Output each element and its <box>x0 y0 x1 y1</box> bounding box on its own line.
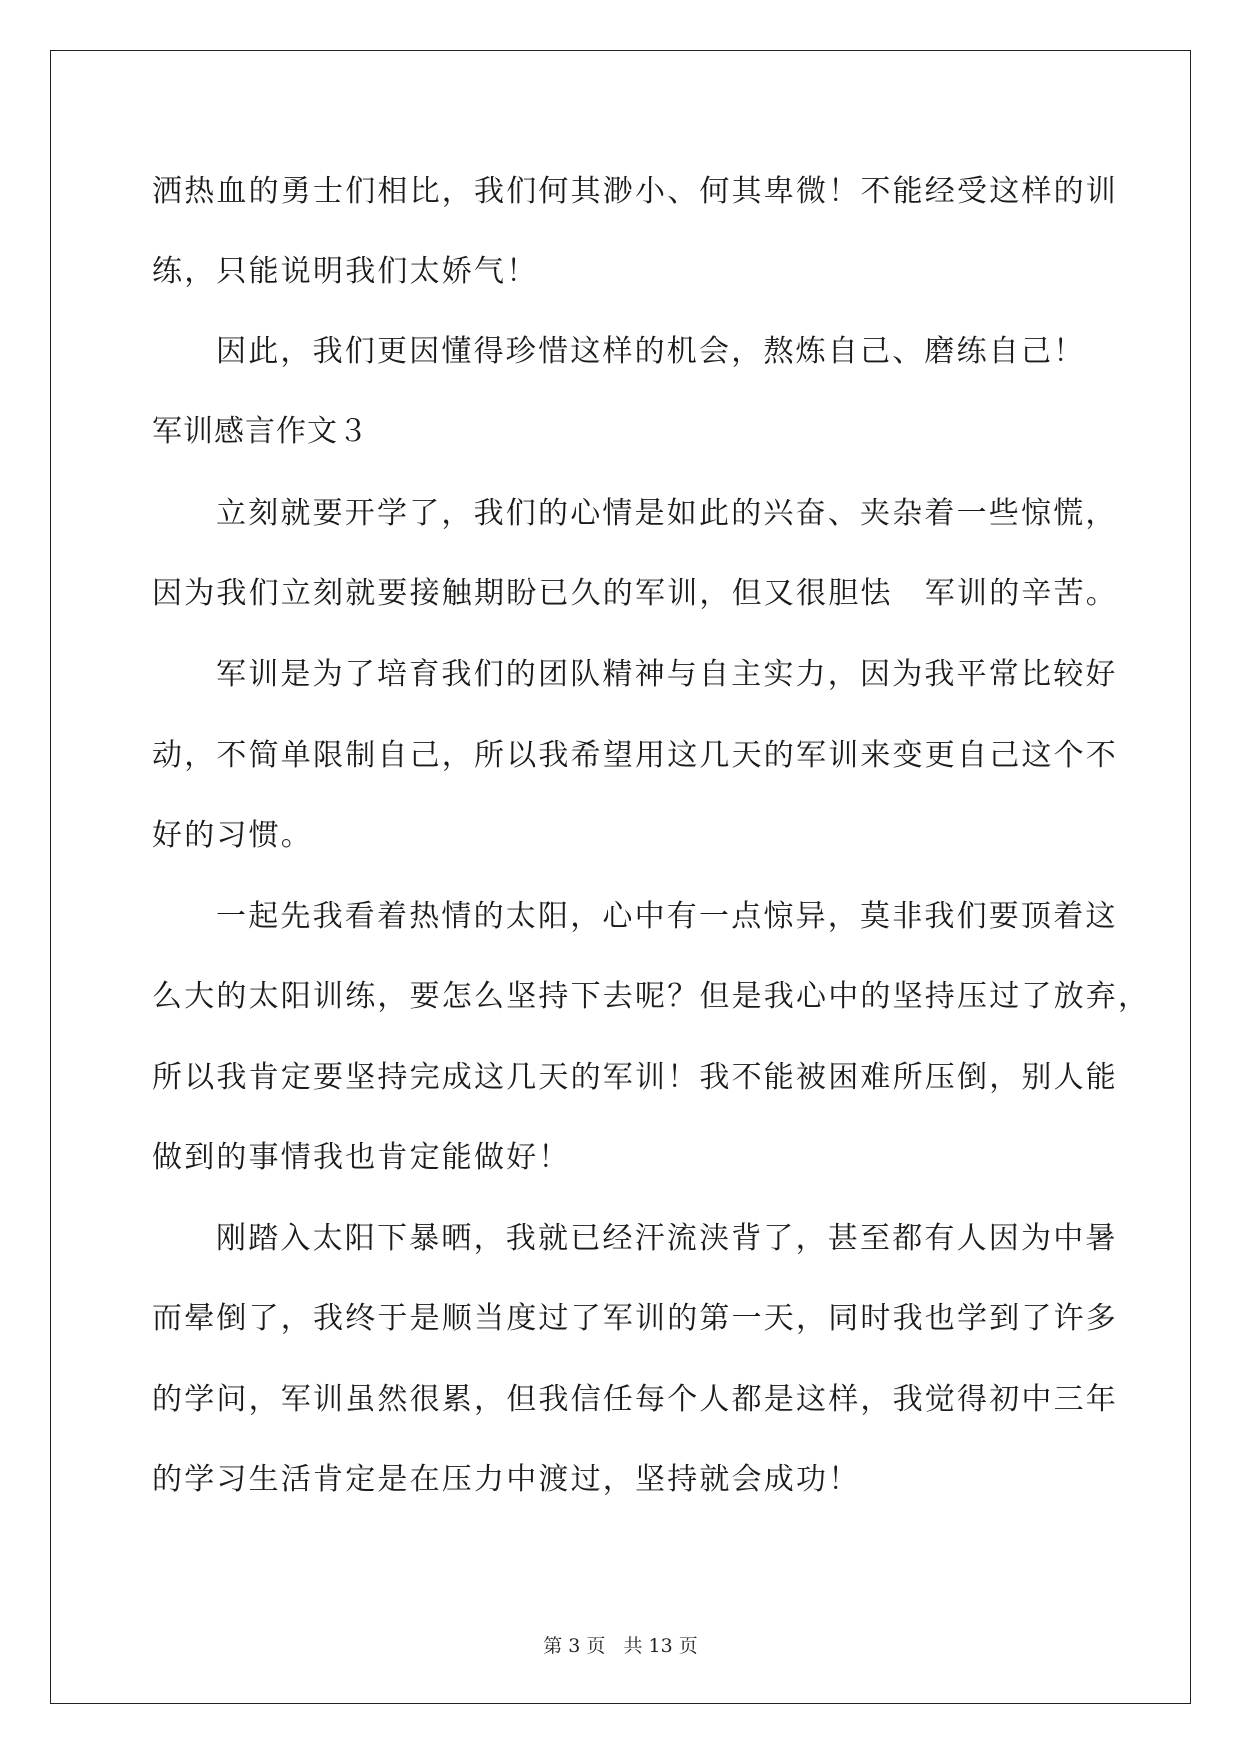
paragraph-line: 刚踏入太阳下暴晒，我就已经汗流浃背了，甚至都有人因为中暑 <box>216 1221 1118 1256</box>
paragraph-line: 所以我肯定要坚持完成这几天的军训！我不能被困难所压倒，别人能 <box>152 1060 1118 1095</box>
paragraph-line: 而晕倒了，我终于是顺当度过了军训的第一天，同时我也学到了许多 <box>152 1301 1118 1336</box>
paragraph-line: 因此，我们更因懂得珍惜这样的机会，熬炼自己、磨练自己！ <box>216 334 1086 369</box>
paragraph-line: 动，不简单限制自己，所以我希望用这几天的军训来变更自己这个不 <box>152 738 1118 773</box>
page-total: 共 13 页 <box>623 1635 698 1657</box>
paragraph-line: 么大的太阳训练，要怎么坚持下去呢？但是我心中的坚持压过了放弃， <box>152 979 1151 1014</box>
paragraph-line: 练，只能说明我们太娇气！ <box>152 254 539 289</box>
paragraph-line: 的学习生活肯定是在压力中渡过，坚持就会成功！ <box>152 1462 861 1497</box>
paragraph-line: 的学问，军训虽然很累，但我信任每个人都是这样，我觉得初中三年 <box>152 1382 1118 1417</box>
page-footer <box>0 1634 1241 1658</box>
section-heading: 军训感言作文３ <box>152 414 369 449</box>
paragraph-line: 做到的事情我也肯定能做好！ <box>152 1140 571 1175</box>
page-number: 第 3 页 <box>543 1635 606 1657</box>
page-border <box>50 50 1191 1704</box>
paragraph-line: 洒热血的勇士们相比，我们何其渺小、何其卑微！不能经受这样的训 <box>152 174 1118 209</box>
paragraph-line: 立刻就要开学了，我们的心情是如此的兴奋、夹杂着一些惊慌， <box>216 496 1118 531</box>
paragraph-line: 因为我们立刻就要接触期盼已久的军训，但又很胆怯 军训的辛苦。 <box>152 576 1118 611</box>
paragraph-line: 军训是为了培育我们的团队精神与自主实力，因为我平常比较好 <box>216 657 1118 692</box>
paragraph-line: 好的习惯。 <box>152 818 313 853</box>
paragraph-line: 一起先我看着热情的太阳，心中有一点惊异，莫非我们要顶着这 <box>216 899 1118 934</box>
